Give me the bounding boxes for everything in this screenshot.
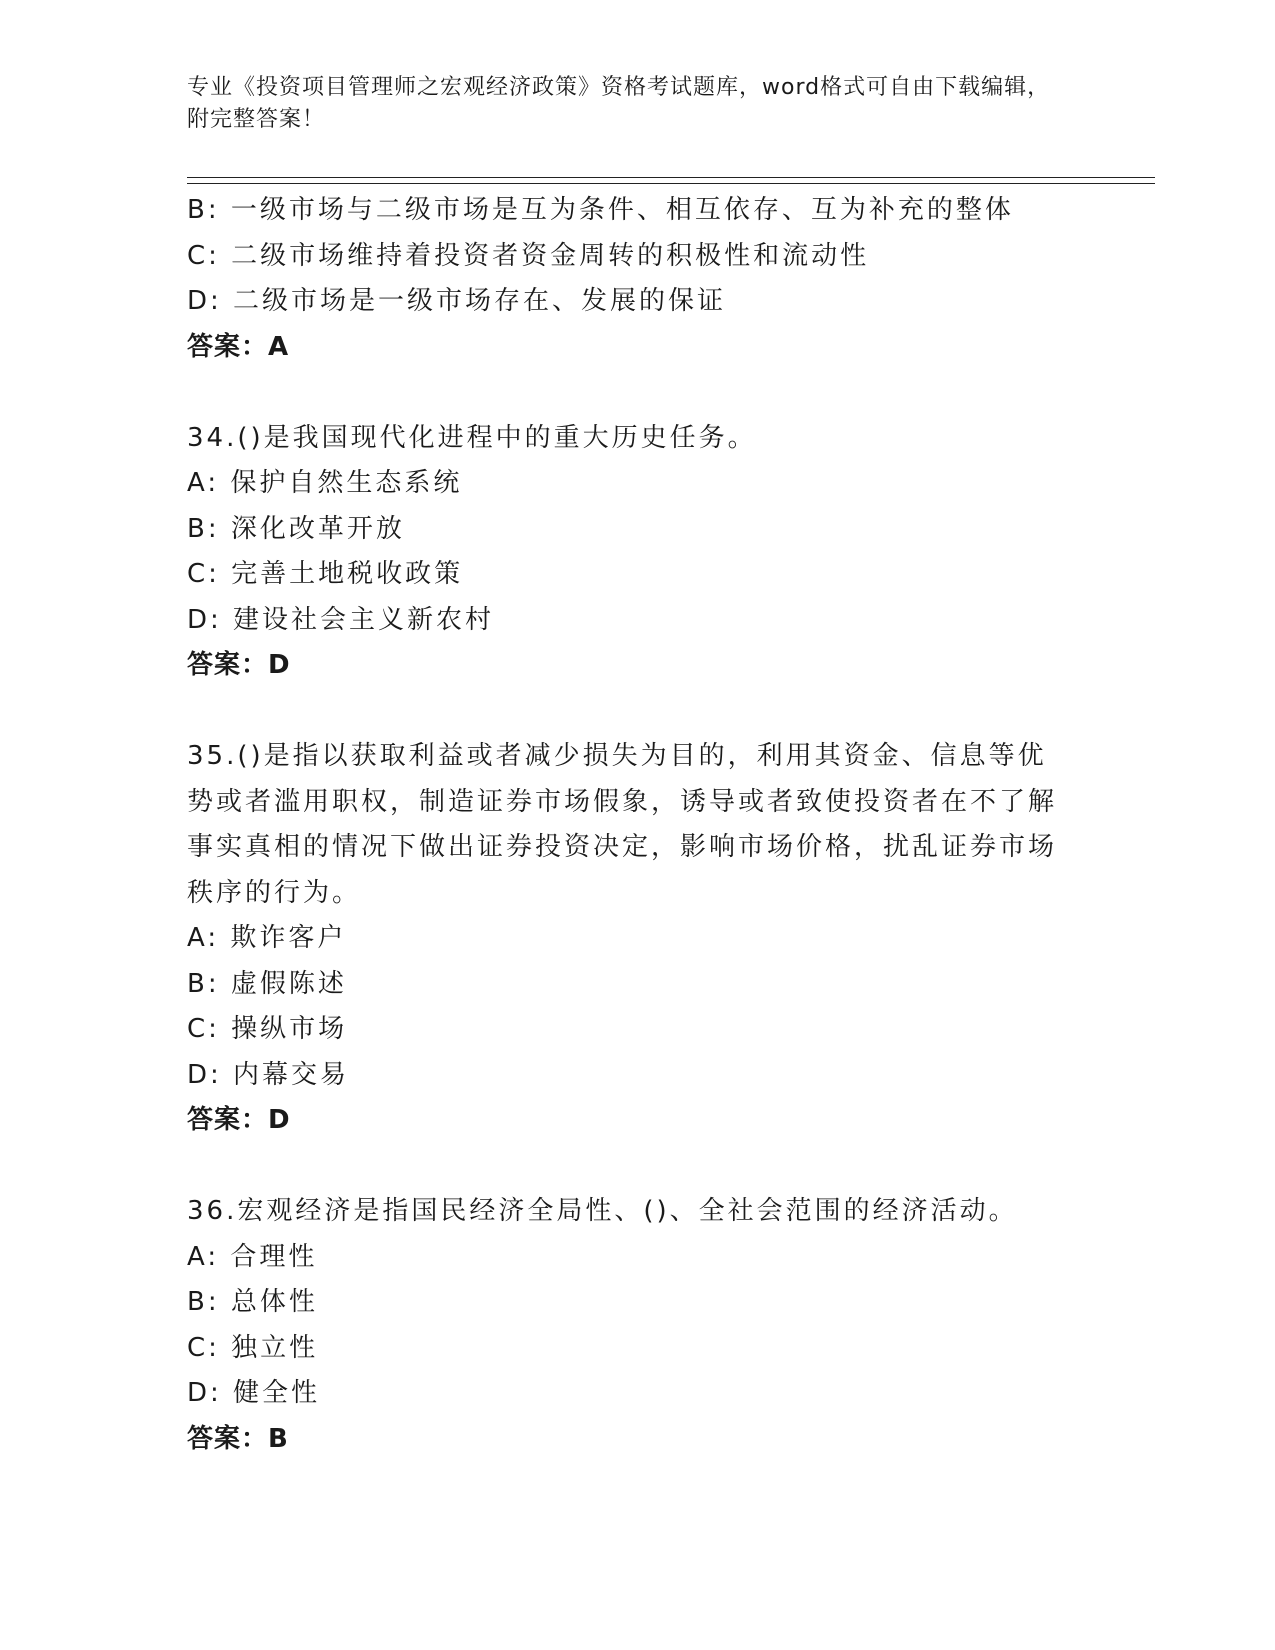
option-c: C: 完善土地税收政策	[187, 559, 464, 589]
option-a: A: 保护自然生态系统	[187, 468, 463, 498]
option-d: D: 二级市场是一级市场存在、发展的保证	[187, 286, 727, 316]
question-34	[187, 416, 1087, 689]
header-rule-top	[187, 177, 1155, 178]
carryover-question	[187, 188, 1087, 370]
answer-line: 答案：A	[187, 331, 290, 362]
option-c: C: 二级市场维持着投资者资金周转的积极性和流动性	[187, 240, 870, 271]
option-d: D: 建设社会主义新农村	[187, 604, 495, 635]
option-a: A: 合理性	[187, 1241, 318, 1272]
option-c: C: 操纵市场	[187, 1014, 348, 1044]
option-a: A: 欺诈客户	[187, 923, 347, 953]
answer-line: 答案：D	[187, 1105, 291, 1135]
option-b: B: 一级市场与二级市场是互为条件、相互依存、互为补充的整体	[187, 195, 1014, 225]
question-stem: 36.宏观经济是指国民经济全局性、()、全社会范围的经济活动。	[187, 1196, 1018, 1226]
option-b: B: 总体性	[187, 1287, 318, 1317]
option-d: D: 内幕交易	[187, 1059, 350, 1090]
question-stem: 35.()是指以获取利益或者减少损失为目的，利用其资金、信息等优势或者滥用职权，制造证券市场假象，诱导或者致使投资者在不了解事实真相的情况下做出证券投资决定，影响市场价格，扰乱证券市场秩序的行为。	[187, 741, 1058, 908]
document-header: 专业《投资项目管理师之宏观经济政策》资格考试题库，word格式可自由下载编辑，附完整答案！	[187, 75, 1051, 132]
question-list	[187, 188, 1087, 1462]
question-36	[187, 1189, 1087, 1462]
option-b: B: 深化改革开放	[187, 513, 405, 544]
option-d: D: 健全性	[187, 1378, 321, 1408]
answer-line: 答案：D	[187, 650, 291, 680]
answer-line: 答案：B	[187, 1423, 289, 1454]
option-b: B: 虚假陈述	[187, 968, 347, 999]
header-rule-bottom	[187, 183, 1155, 184]
question-stem: 34.()是我国现代化进程中的重大历史任务。	[187, 422, 757, 453]
question-35	[187, 734, 1087, 1144]
option-c: C: 独立性	[187, 1332, 319, 1363]
